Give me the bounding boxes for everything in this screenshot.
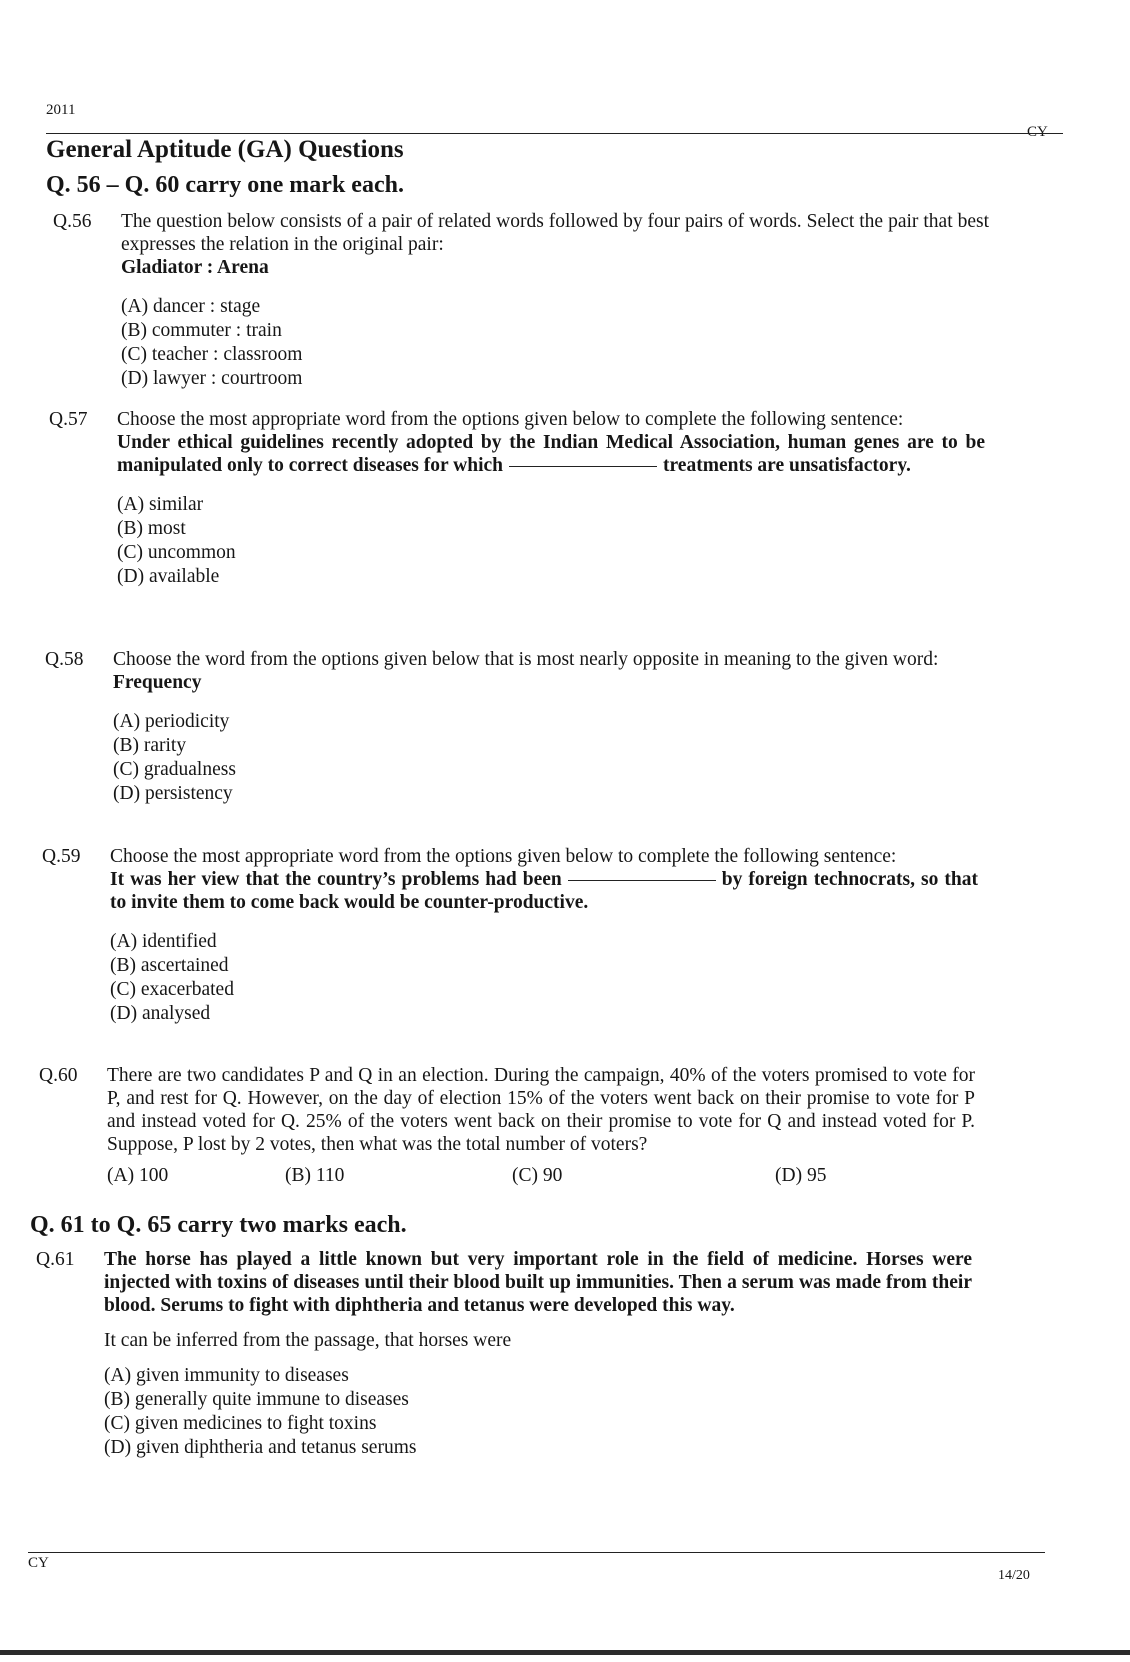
question-body <box>107 1064 975 1190</box>
question-text: The question below consists of a pair of related words followed by four pairs of words. Select the pair that best expresses the relation in the original pair: <box>121 211 989 255</box>
page-number: 14/20 <box>998 1568 1030 1583</box>
options <box>117 493 985 589</box>
option-a[interactable]: (A) periodicity <box>113 711 230 732</box>
option-d[interactable]: (D) available <box>117 566 220 587</box>
question-number: Q.56 <box>53 211 92 232</box>
exam-year: 2011 <box>46 102 76 118</box>
option-d[interactable]: (D) lawyer : courtroom <box>121 368 303 389</box>
option-b[interactable]: (B) rarity <box>113 735 187 756</box>
option-c[interactable]: (C) exacerbated <box>110 979 234 1000</box>
option-a[interactable]: (A) dancer : stage <box>121 296 261 317</box>
option-b[interactable]: (B) ascertained <box>110 955 229 976</box>
sentence-end: by foreign technocrats, so that to invite them to come back would be counter-productive. <box>110 869 978 913</box>
question-text: Choose the most appropriate word from the options given below to complete the following sentence: <box>117 409 904 430</box>
option-d[interactable]: (D) analysed <box>110 1003 211 1024</box>
options <box>110 930 978 1026</box>
option-d[interactable]: (D) persistency <box>113 783 233 804</box>
word-pair: Gladiator : Arena <box>121 257 269 278</box>
question-text: There are two candidates P and Q in an election. During the campaign, 40% of the voters promised to vote for P, and rest for Q. However, on the day of election 15% of the voters went back on their promise to vote for P and instead voted for Q. 25% of the voters went back on their promise to vote for Q and instead voted for P. Suppose, P lost by 2 votes, then what was the total number of voters? <box>107 1065 975 1155</box>
question-text: It can be inferred from the passage, that horses were <box>104 1330 512 1351</box>
sentence <box>117 431 985 477</box>
question-body <box>121 210 989 391</box>
option-c[interactable]: (C) gradualness <box>113 759 236 780</box>
option-c[interactable]: (C) 90 <box>512 1165 563 1186</box>
sentence-end: treatments are unsatisfactory. <box>663 455 911 476</box>
scan-edge <box>0 1650 1130 1655</box>
passage: The horse has played a little known but very important role in the field of medicine. Horses were injected with toxins of diseases until their blood built up immunities. Then a serum was made from their blood. Serums to fight with diphtheria and tetanus were developed this way. <box>104 1249 972 1316</box>
option-b[interactable]: (B) commuter : train <box>121 320 282 341</box>
option-c[interactable]: (C) teacher : classroom <box>121 344 303 365</box>
options <box>104 1364 972 1460</box>
options <box>113 710 981 806</box>
options <box>121 295 989 391</box>
fill-blank <box>568 880 716 881</box>
option-a[interactable]: (A) similar <box>117 494 204 515</box>
one-mark-heading: Q. 56 – Q. 60 carry one mark each. <box>46 172 404 198</box>
footer-rule <box>28 1552 1045 1553</box>
paper-code-footer: CY <box>28 1555 49 1571</box>
fill-blank <box>509 466 657 467</box>
paper-code-header: CY <box>1027 124 1048 140</box>
question-number: Q.59 <box>42 846 81 867</box>
option-d[interactable]: (D) 95 <box>775 1165 827 1186</box>
question-body <box>113 648 981 806</box>
option-a[interactable]: (A) given immunity to diseases <box>104 1365 349 1386</box>
sentence <box>110 868 978 914</box>
option-b[interactable]: (B) most <box>117 518 186 539</box>
option-d[interactable]: (D) given diphtheria and tetanus serums <box>104 1437 417 1458</box>
option-b[interactable]: (B) 110 <box>285 1165 345 1186</box>
question-number: Q.57 <box>49 409 88 430</box>
question-body <box>117 408 985 589</box>
header-rule <box>46 133 1063 134</box>
given-word: Frequency <box>113 672 202 693</box>
question-number: Q.60 <box>39 1065 78 1086</box>
sentence-start: Under ethical guidelines recently adopted by the Indian Medical Association, human genes are to be manipulated only to correct diseases for which <box>117 432 985 476</box>
question-number: Q.61 <box>36 1249 75 1270</box>
options <box>107 1164 975 1190</box>
sentence-start: It was her view that the country’s problems had been <box>110 869 562 890</box>
question-body <box>110 845 978 1026</box>
question-text: Choose the word from the options given below that is most nearly opposite in meaning to the given word: <box>113 649 939 670</box>
question-number: Q.58 <box>45 649 84 670</box>
section-title: General Aptitude (GA) Questions <box>46 136 404 163</box>
two-marks-heading: Q. 61 to Q. 65 carry two marks each. <box>30 1212 407 1238</box>
option-b[interactable]: (B) generally quite immune to diseases <box>104 1389 409 1410</box>
option-c[interactable]: (C) uncommon <box>117 542 236 563</box>
option-c[interactable]: (C) given medicines to fight toxins <box>104 1413 377 1434</box>
option-a[interactable]: (A) 100 <box>107 1165 169 1186</box>
question-text: Choose the most appropriate word from the options given below to complete the following sentence: <box>110 846 897 867</box>
option-a[interactable]: (A) identified <box>110 931 217 952</box>
question-body <box>104 1248 972 1460</box>
